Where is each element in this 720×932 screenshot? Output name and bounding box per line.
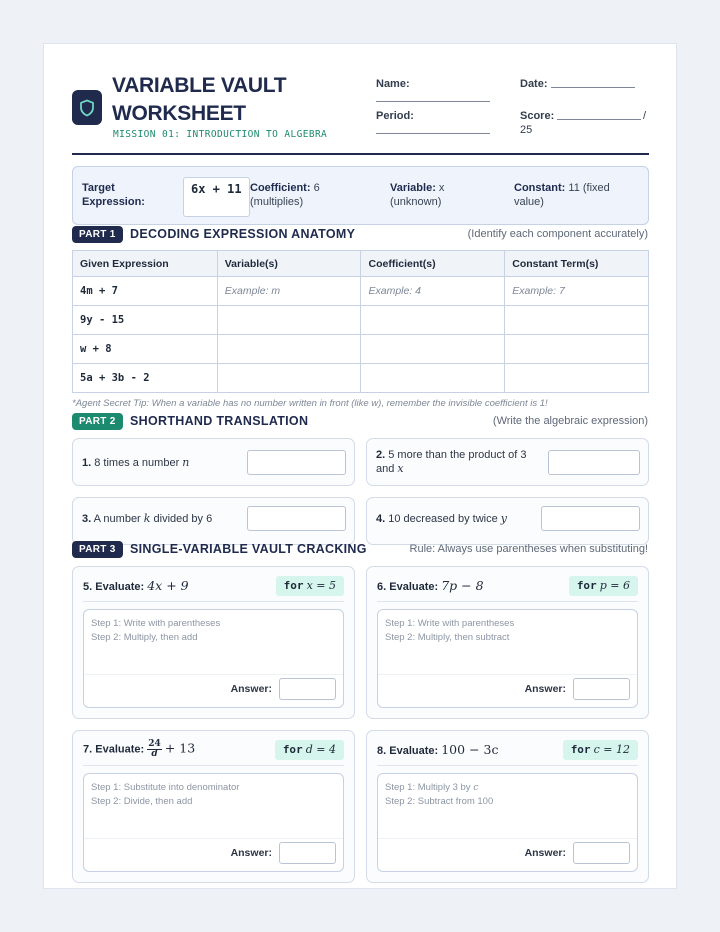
evaluate-card-7 [72,730,355,883]
answer-input[interactable] [279,842,336,864]
translation-card-4 [366,497,649,545]
answer-label: Answer: [524,683,566,695]
step-hint-1: Step 1: Substitute into denominator [91,782,240,793]
for-keyword: for [283,579,304,592]
question-variable: y [500,512,507,525]
variable-answer-cell[interactable] [217,364,361,393]
name-label: Name: [376,78,410,90]
variable-answer-cell[interactable] [217,306,361,335]
substitution-value: p = 6 [599,579,630,592]
question-number: 1. [82,457,92,469]
expression-cell: 5a + 3b - 2 [73,364,218,393]
evaluate-title [83,740,195,759]
for-keyword: for [576,579,597,592]
work-area[interactable] [377,773,638,872]
date-field[interactable] [551,87,635,88]
problem-expression: 100 − 3c [441,742,499,757]
substitution-value: d = 4 [305,743,336,756]
question-text: 8 times a number [94,457,183,469]
problem-number: 7. [83,743,93,756]
evaluate-label: Evaluate: [389,581,439,593]
answer-input[interactable] [573,678,630,700]
worksheet-page [43,43,677,889]
substitution-badge [275,740,344,760]
translation-answer-input[interactable] [247,506,346,531]
expression-cell: 9y - 15 [73,306,218,335]
constant-cell: Example: 7 [505,277,649,306]
answer-label: Answer: [230,683,272,695]
period-field[interactable] [376,133,490,134]
fraction-numerator: 24 [148,739,161,749]
column-header: Constant Term(s) [505,251,649,277]
target-label: Target Expression: [82,182,145,208]
translation-answer-input[interactable] [548,450,640,475]
part2-title: SHORTHAND TRANSLATION [130,414,309,428]
table-row [73,306,649,335]
substitution-value: c = 12 [593,743,630,756]
mission-subtitle: MISSION 01: INTRODUCTION TO ALGEBRA [113,129,328,140]
work-divider [378,674,637,675]
translation-question [82,512,242,526]
problem-expression-tail: + 13 [164,740,196,756]
question-variable: k [143,512,151,525]
card-divider [377,765,638,766]
answer-label: Answer: [524,847,566,859]
period-label: Period: [376,110,414,122]
fraction-denominator: d [151,749,158,759]
page-title: VARIABLE VAULT WORKSHEET [112,74,287,125]
translation-card-3 [72,497,355,545]
coefficient-answer-cell[interactable] [361,335,505,364]
constant-value: 11 (fixed value) [514,182,610,208]
question-text: 10 decreased by twice [388,513,501,525]
column-header: Given Expression [73,251,218,277]
agent-tip: *Agent Secret Tip: When a variable has no number written in front (like w), remember the invisible coefficient is 1! [72,398,548,409]
score-total: 25 [520,124,533,136]
translation-card-2 [366,438,649,486]
substitution-badge [276,576,344,596]
evaluate-card-8 [366,730,649,883]
question-variable: n [182,456,190,469]
substitution-badge [563,740,638,760]
step-hint-2: Step 2: Subtract from 100 [385,796,494,807]
question-text: A number [93,513,144,525]
score-field[interactable] [557,119,641,120]
substitution-value: x = 5 [306,579,336,592]
part3-title: SINGLE-VARIABLE VAULT CRACKING [130,542,367,556]
target-expression-box [72,166,649,225]
part2-note: (Write the algebraic expression) [492,415,648,427]
question-text: 5 more than the product of 3 and [376,449,527,475]
problem-number: 5. [83,581,93,593]
card-divider [377,601,638,602]
coefficient-answer-cell[interactable] [361,306,505,335]
substitution-badge [569,576,638,596]
column-header: Coefficient(s) [361,251,505,277]
shield-icon [79,99,95,117]
translation-question [376,512,541,526]
header-rule [72,153,649,155]
part3-tag: PART 3 [72,541,123,558]
part3-note: Rule: Always use parentheses when substituting! [409,543,648,555]
problem-number: 8. [377,745,387,757]
part1-title: DECODING EXPRESSION ANATOMY [130,227,356,241]
variable-value: x (unknown) [390,182,445,208]
variable-info [390,181,480,209]
work-divider [84,674,343,675]
part1-tag: PART 1 [72,226,123,243]
step-hint-text: Step 1: Multiply 3 by [385,782,474,793]
constant-answer-cell[interactable] [505,364,649,393]
evaluate-title [377,742,498,757]
anatomy-table [72,250,649,393]
name-field[interactable] [376,101,490,102]
constant-info [514,181,624,209]
answer-input[interactable] [573,842,630,864]
answer-label: Answer: [230,847,272,859]
for-keyword: for [282,743,303,756]
column-header: Variable(s) [217,251,361,277]
question-number: 2. [376,449,386,461]
translation-question [376,448,546,476]
variable-answer-cell[interactable] [217,335,361,364]
target-expression: 6x + 11 [183,177,250,217]
score-label: Score: [520,110,555,122]
step-hint-1: Step 1: Write with parentheses [91,618,221,629]
coefficient-value: 6 (multiplies) [250,182,320,208]
coefficient-cell: Example: 4 [361,277,505,306]
question-number: 4. [376,513,386,525]
constant-answer-cell[interactable] [505,335,649,364]
table-header-row [73,251,649,277]
work-area[interactable] [83,609,344,708]
question-text-tail: divided by 6 [150,513,213,525]
evaluate-label: Evaluate: [389,745,439,757]
table-row [73,277,649,306]
fraction [147,740,162,759]
evaluate-card-6 [366,566,649,719]
constant-answer-cell[interactable] [505,306,649,335]
evaluate-label: Evaluate: [95,581,145,593]
expression-cell: 4m + 7 [73,277,218,306]
part1-note: (Identify each component accurately) [467,228,648,240]
problem-number: 6. [377,581,387,593]
table-row [73,335,649,364]
date-label: Date: [520,78,548,90]
translation-answer-input[interactable] [247,450,346,475]
variable-label: Variable: [390,182,436,194]
work-divider [378,838,637,839]
work-area[interactable] [83,773,344,872]
coefficient-label: Coefficient: [250,182,311,194]
problem-expression: 4x + 9 [147,578,189,593]
work-divider [84,838,343,839]
evaluate-card-5 [72,566,355,719]
variable-cell: Example: m [217,277,361,306]
translation-answer-input[interactable] [541,506,640,531]
evaluate-title [377,578,484,593]
step-hint-2: Step 2: Multiply, then add [91,632,198,643]
step-hint-1 [385,782,479,793]
work-area[interactable] [377,609,638,708]
step-hint-2: Step 2: Multiply, then subtract [385,632,510,643]
coefficient-info [250,181,360,209]
answer-input[interactable] [279,678,336,700]
translation-question [82,456,242,470]
card-divider [83,765,344,766]
part2-tag: PART 2 [72,413,123,430]
score-slash: / [643,110,647,122]
table-row [73,364,649,393]
problem-expression: 7p − 8 [441,578,484,593]
for-keyword: for [570,743,591,756]
logo-badge [72,90,102,125]
expression-cell: w + 8 [73,335,218,364]
step-hint-variable: c [473,782,479,793]
question-number: 3. [82,513,92,525]
card-divider [83,601,344,602]
constant-label: Constant: [514,182,566,194]
question-variable: x [397,462,404,475]
coefficient-answer-cell[interactable] [361,364,505,393]
translation-card-1 [72,438,355,486]
step-hint-1: Step 1: Write with parentheses [385,618,515,629]
step-hint-2: Step 2: Divide, then add [91,796,193,807]
evaluate-label: Evaluate: [95,743,145,756]
evaluate-title [83,578,189,593]
